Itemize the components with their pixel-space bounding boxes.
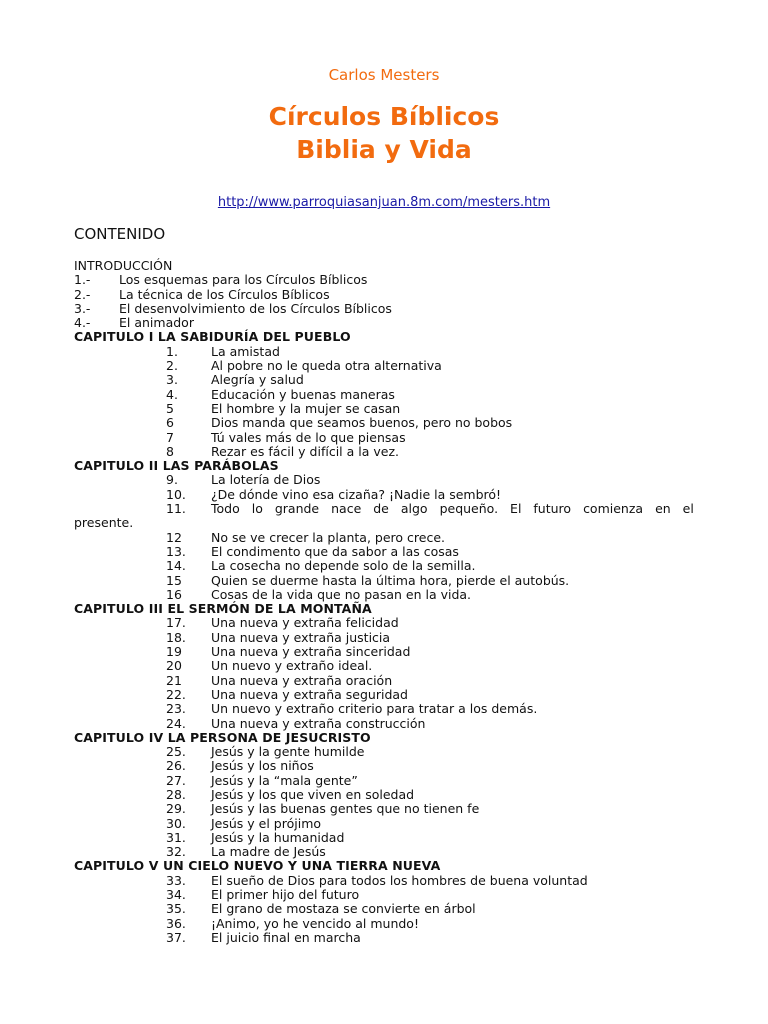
- list-item-text: Quien se duerme hasta la última hora, pierde el autobús.: [211, 572, 570, 588]
- list-item: [74, 345, 694, 359]
- list-item: [74, 717, 694, 731]
- intro-item-number: 4.-: [74, 315, 91, 331]
- list-item: [74, 745, 694, 759]
- list-item: [74, 473, 694, 487]
- list-item-text: Una nueva y extraña felicidad: [211, 615, 399, 631]
- word: algo: [400, 501, 428, 517]
- list-item-number: 35.: [166, 901, 186, 917]
- list-item-text: No se ve crecer la planta, pero crece.: [211, 529, 445, 545]
- list-item: [74, 402, 694, 416]
- list-item-number: 7: [166, 429, 174, 445]
- intro-item-number: 2.-: [74, 286, 91, 302]
- chapter-title: CAPITULO IV LA PERSONA DE JESUCRISTO: [74, 729, 371, 745]
- list-item-number: 13.: [166, 543, 186, 559]
- list-item: [74, 888, 694, 902]
- list-item: [74, 688, 694, 702]
- list-item-number: 37.: [166, 929, 186, 945]
- chapter-title: CAPITULO II LAS PARÁBOLAS: [74, 458, 279, 474]
- word: de: [373, 501, 389, 517]
- list-item: [74, 831, 694, 845]
- list-item-number: 11.: [166, 501, 186, 517]
- intro-item-number: 1.-: [74, 272, 91, 288]
- list-item-number: 8: [166, 443, 174, 459]
- list-item: [74, 659, 694, 673]
- list-item: [74, 817, 694, 831]
- list-item-text: Cosas de la vida que no pasan en la vida.: [211, 586, 472, 602]
- list-item: [74, 488, 694, 502]
- word: pequeño.: [439, 501, 499, 517]
- list-item: [74, 902, 694, 916]
- list-item-text: ¿De dónde vino esa cizaña? ¡Nadie la sembró!: [211, 486, 502, 502]
- list-item-text: Alegría y salud: [211, 372, 304, 388]
- chapter-title: CAPITULO I LA SABIDURÍA DEL PUEBLO: [74, 329, 351, 345]
- list-item-number: 12: [166, 529, 182, 545]
- list-item: [74, 574, 694, 588]
- list-item: [74, 531, 694, 545]
- list-item-text: Jesús y los que viven en soledad: [211, 786, 415, 802]
- intro-item: [74, 273, 694, 287]
- list-item: [74, 359, 694, 373]
- list-item-text: La cosecha no depende solo de la semilla.: [211, 558, 476, 574]
- list-item: [74, 588, 694, 602]
- list-item-number: 34.: [166, 887, 186, 903]
- list-item: [74, 702, 694, 716]
- list-item: [74, 559, 694, 573]
- list-item-text: Al pobre no le queda otra alternativa: [211, 358, 442, 374]
- list-item-number: 1.: [166, 343, 178, 359]
- list-item-text: El condimento que da sabor a las cosas: [211, 543, 459, 559]
- intro-item-text: El animador: [119, 315, 194, 331]
- intro-item-text: Los esquemas para los Círculos Bíblicos: [119, 272, 368, 288]
- list-item-number: 30.: [166, 815, 186, 831]
- list-item-text: Un nuevo y extraño criterio para tratar a los demás.: [211, 701, 538, 717]
- list-item: [74, 931, 694, 945]
- list-item-number: 31.: [166, 829, 186, 845]
- word: nace: [331, 501, 362, 517]
- list-item-number: 29.: [166, 801, 186, 817]
- list-item-number: 21: [166, 672, 182, 688]
- word: El: [510, 501, 522, 517]
- list-item-number: 4.: [166, 386, 178, 402]
- list-item-number: 18.: [166, 629, 186, 645]
- intro-item: [74, 316, 694, 330]
- word: lo: [251, 501, 263, 517]
- list-item-text: Una nueva y extraña seguridad: [211, 686, 408, 702]
- list-item: [74, 373, 694, 387]
- intro-item: [74, 302, 694, 316]
- list-item: [74, 445, 694, 459]
- word: grande: [274, 501, 320, 517]
- list-item-text: ¡Animo, yo he vencido al mundo!: [211, 915, 419, 931]
- list-item-text: Jesús y los niños: [211, 758, 314, 774]
- list-item-number: 33.: [166, 872, 186, 888]
- intro-item: [74, 288, 694, 302]
- list-item-number: 9.: [166, 472, 178, 488]
- list-item: [74, 416, 694, 430]
- list-item-text: Un nuevo y extraño ideal.: [211, 658, 373, 674]
- list-item-text: Una nueva y extraña construcción: [211, 715, 426, 731]
- list-item: [74, 874, 694, 888]
- table-of-contents: [74, 259, 694, 945]
- list-item-number: 16: [166, 586, 182, 602]
- list-item-number: 2.: [166, 358, 178, 374]
- list-item: [74, 917, 694, 931]
- intro-item-text: La técnica de los Círculos Bíblicos: [119, 286, 330, 302]
- list-item-number: 28.: [166, 786, 186, 802]
- list-item-text: Educación y buenas maneras: [211, 386, 395, 402]
- list-item: [74, 845, 694, 859]
- list-item-text: Jesús y la “mala gente”: [211, 772, 358, 788]
- list-item: [74, 631, 694, 645]
- list-item-number: 5: [166, 400, 174, 416]
- list-item-text: [211, 502, 694, 516]
- intro-item-text: El desenvolvimiento de los Círculos Bíblicos: [119, 300, 392, 316]
- list-item-text: El hombre y la mujer se casan: [211, 400, 401, 416]
- list-item-text: Una nueva y extraña oración: [211, 672, 393, 688]
- list-item-text: El grano de mostaza se convierte en árbol: [211, 901, 476, 917]
- list-item: [74, 759, 694, 773]
- list-item-number: 24.: [166, 715, 186, 731]
- list-item-number: 32.: [166, 844, 186, 860]
- list-item-text: Jesús y las buenas gentes que no tienen fe: [211, 801, 480, 817]
- list-item-number: 3.: [166, 372, 178, 388]
- list-item-number: 25.: [166, 744, 186, 760]
- list-item-number: 27.: [166, 772, 186, 788]
- title-line-1: Círculos Bíblicos: [268, 102, 500, 131]
- contents-heading: CONTENIDO: [74, 225, 166, 243]
- list-item-text: Una nueva y extraña sinceridad: [211, 644, 411, 660]
- list-item-number: 14.: [166, 558, 186, 574]
- list-item-number: 26.: [166, 758, 186, 774]
- list-item-number: 6: [166, 415, 174, 431]
- word: Todo: [211, 501, 240, 517]
- list-item-text: La madre de Jesús: [211, 844, 326, 860]
- list-item-text: La lotería de Dios: [211, 472, 321, 488]
- list-item: [74, 774, 694, 788]
- list-item-text: Jesús y la humanidad: [211, 829, 345, 845]
- list-item-text: El juicio final en marcha: [211, 929, 361, 945]
- list-item-text: Jesús y el prójimo: [211, 815, 322, 831]
- list-item-number: 36.: [166, 915, 186, 931]
- intro-heading: INTRODUCCIÓN: [74, 258, 173, 273]
- word: futuro: [533, 501, 572, 517]
- list-item: [74, 788, 694, 802]
- list-item-number: 22.: [166, 686, 186, 702]
- list-item-text: La amistad: [211, 343, 280, 359]
- list-item: [74, 645, 694, 659]
- list-item-number: 17.: [166, 615, 186, 631]
- list-item: [74, 388, 694, 402]
- intro-item-number: 3.-: [74, 300, 91, 316]
- list-item-text: Tú vales más de lo que piensas: [211, 429, 406, 445]
- list-item-text: Rezar es fácil y difícil a la vez.: [211, 443, 399, 459]
- author-name: Carlos Mesters: [328, 66, 440, 84]
- chapter-title: CAPITULO V UN CIELO NUEVO Y UNA TIERRA NUEVA: [74, 858, 441, 874]
- word: comienza: [583, 501, 644, 517]
- list-item: [74, 502, 694, 531]
- list-item-text: Dios manda que seamos buenos, pero no bobos: [211, 415, 513, 431]
- document-title: [0, 100, 768, 166]
- title-line-2: Biblia y Vida: [296, 135, 472, 164]
- chapter-title: CAPITULO III EL SERMÓN DE LA MONTAÑA: [74, 601, 372, 617]
- list-item-continuation: presente.: [74, 515, 134, 531]
- word: en: [655, 501, 671, 517]
- list-item: [74, 431, 694, 445]
- list-item: [74, 802, 694, 816]
- list-item-number: 15: [166, 572, 182, 588]
- list-item-text: Una nueva y extraña justicia: [211, 629, 391, 645]
- list-item-text: Jesús y la gente humilde: [211, 744, 365, 760]
- list-item: [74, 674, 694, 688]
- list-item: [74, 616, 694, 630]
- word: el: [682, 501, 694, 517]
- list-item-number: 20: [166, 658, 182, 674]
- list-item-number: 10.: [166, 486, 186, 502]
- list-item-text: El primer hijo del futuro: [211, 887, 360, 903]
- source-url-link[interactable]: http://www.parroquiasanjuan.8m.com/mesters.htm: [217, 195, 551, 210]
- list-item-number: 23.: [166, 701, 186, 717]
- list-item-text: El sueño de Dios para todos los hombres de buena voluntad: [211, 872, 588, 888]
- list-item: [74, 545, 694, 559]
- list-item-number: 19: [166, 644, 182, 660]
